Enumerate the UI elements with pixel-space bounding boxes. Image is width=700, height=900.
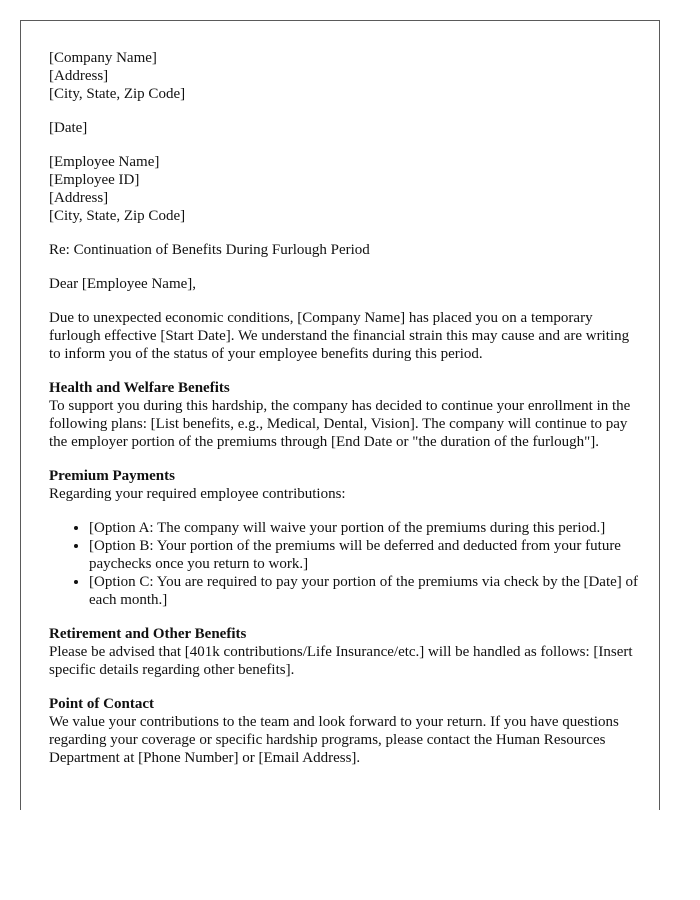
recipient-address: [Address] [49,190,109,206]
intro-paragraph [49,309,639,363]
premium-body: Regarding your required employee contributions: [49,486,346,502]
retirement-section [49,625,639,679]
health-heading: Health and Welfare Benefits [49,380,230,396]
contact-section [49,695,639,767]
contact-body: We value your contributions to the team and look forward to your return. If you have questions regarding your coverage or specific hardship programs, please contact the Human Resources Department at [Phone Number] or [Email Address]. [49,714,619,766]
recipient-block [49,153,639,225]
recipient-city-state-zip: [City, State, Zip Code] [49,208,186,224]
salutation-block [49,275,639,293]
sender-block [49,49,639,103]
date-block [49,119,639,137]
retirement-body: Please be advised that [401k contributions/Life Insurance/etc.] will be handled as follows: [Insert specific details regarding other benefits]. [49,644,633,678]
intro-text: Due to unexpected economic conditions, [Company Name] has placed you on a temporary furlough effective [Start Date]. We understand the financial strain this may cause and are writing to inform you of the status of your employee benefits during this period. [49,310,630,362]
premium-options-list [49,519,639,609]
salutation: Dear [Employee Name], [49,276,197,292]
retirement-heading: Retirement and Other Benefits [49,626,247,642]
recipient-name: [Employee Name] [49,154,160,170]
health-body: To support you during this hardship, the company has decided to continue your enrollment in the following plans: [List benefits, e.g., Medical, Dental, Vision]. The company will continue to pay the employer portion of the premiums through [End Date or "the duration of the furlough"]. [49,398,631,450]
sender-city-state-zip: [City, State, Zip Code] [49,86,186,102]
sender-company-name: [Company Name] [49,50,157,66]
premium-option-b: • [Option B: Your portion of the premiums will be deferred and deducted from your future paychecks once you return to work.] [89,537,639,573]
premium-option-a: • [Option A: The company will waive your portion of the premiums during this period.] [89,519,639,537]
letter-page [20,20,660,810]
premium-heading: Premium Payments [49,468,175,484]
contact-heading: Point of Contact [49,696,154,712]
subject-block [49,241,639,259]
recipient-employee-id: [Employee ID] [49,172,140,188]
letter-date: [Date] [49,120,88,136]
subject-line: Re: Continuation of Benefits During Furlough Period [49,242,370,258]
premium-option-c: • [Option C: You are required to pay your portion of the premiums via check by the [Date] of each month.] [89,573,639,609]
health-section [49,379,639,451]
letter-content [49,49,639,783]
premium-section [49,467,639,609]
sender-address: [Address] [49,68,109,84]
